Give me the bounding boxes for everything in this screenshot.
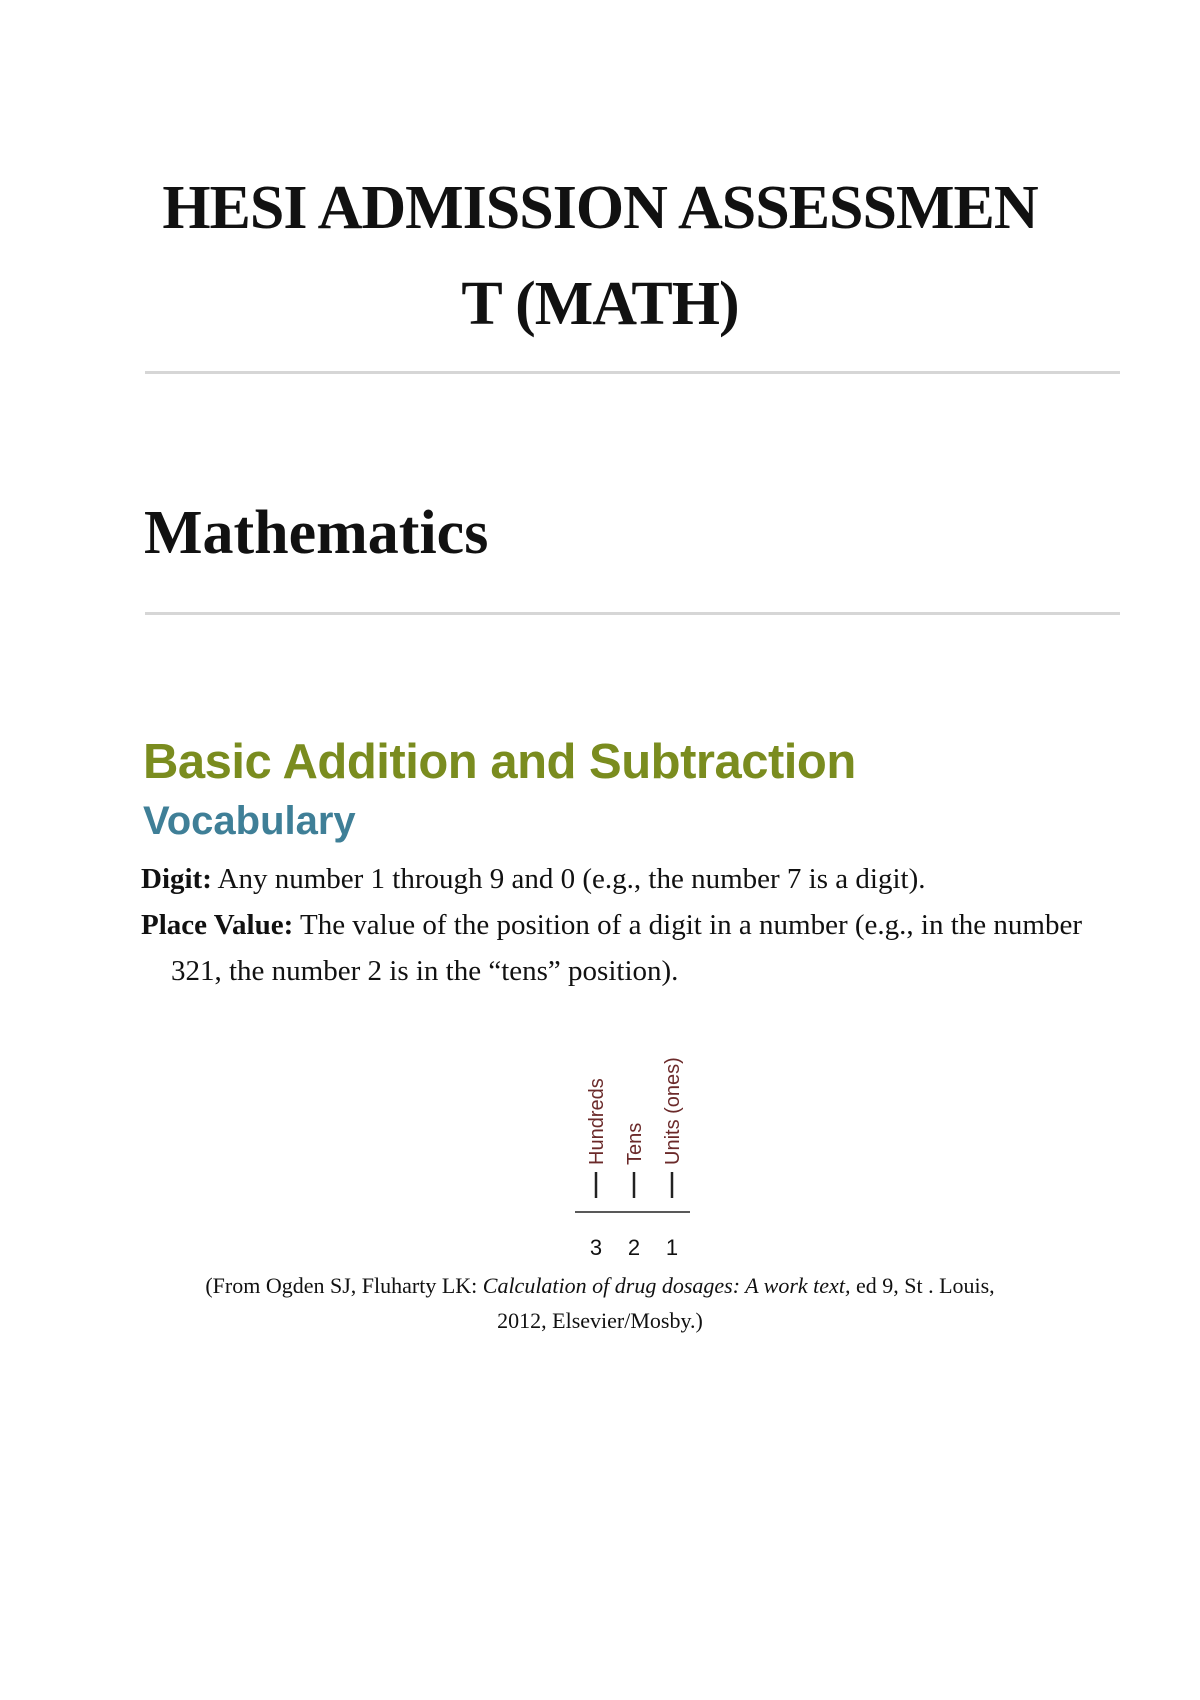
caption-prefix: (From Ogden SJ, Fluharty LK: xyxy=(205,1273,483,1298)
definition-term: Place Value: xyxy=(141,909,294,941)
figure-caption xyxy=(195,1268,1005,1338)
digit-hundreds: 3 xyxy=(589,1235,603,1260)
divider xyxy=(145,612,1120,615)
caption-suffix: ed 9, St . Louis, 2012, Elsevier/Mosby.) xyxy=(497,1273,995,1333)
definition-text: The value of the position of a digit in a number (e.g., in the number 321, the number 2 is in the “tens” position). xyxy=(171,909,1082,987)
label-hundreds: Hundreds xyxy=(586,1078,608,1165)
label-units: Units (ones) xyxy=(662,1057,684,1165)
subsubsection-heading: Vocabulary xyxy=(143,799,356,843)
section-heading: Mathematics xyxy=(144,499,489,567)
document-title-line-1: HESI ADMISSION ASSESSMEN xyxy=(162,174,1038,242)
document-title xyxy=(150,160,1050,352)
divider xyxy=(145,371,1120,374)
definition-term: Digit: xyxy=(141,863,212,895)
subsection-heading: Basic Addition and Subtraction xyxy=(143,735,856,789)
label-tens: Tens xyxy=(624,1122,646,1165)
definition-place-value xyxy=(141,902,1131,994)
caption-title: Calculation of drug dosages: A work text, xyxy=(482,1273,851,1298)
definition-digit xyxy=(141,856,1131,902)
document-title-line-2: T (MATH) xyxy=(461,270,739,338)
definition-text: Any number 1 through 9 and 0 (e.g., the number 7 is a digit). xyxy=(211,863,926,895)
digit-tens: 2 xyxy=(627,1235,641,1260)
digit-units: 1 xyxy=(665,1235,679,1260)
place-value-diagram xyxy=(550,1030,700,1260)
